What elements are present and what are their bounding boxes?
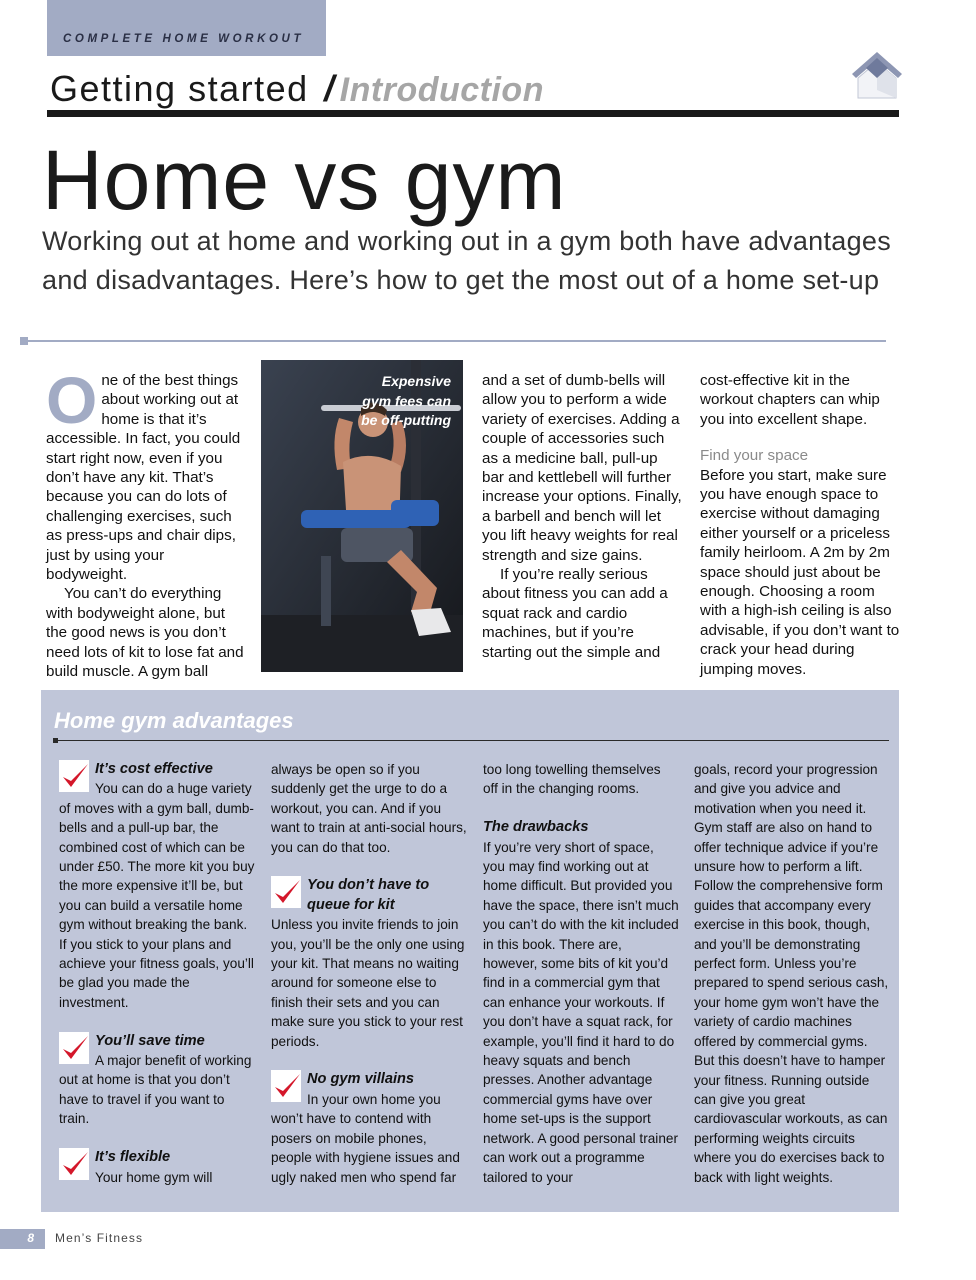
article-column-1 [46,363,246,682]
section-tab-label: COMPLETE HOME WORKOUT [63,33,305,45]
item-body: Your home gym will [95,1169,213,1185]
subsection-name: Introduction [339,71,544,109]
box-column-3 [483,760,679,1187]
article-column-2 [482,371,682,662]
item-body: You can do a huge variety of moves with a gym ball, dumb-bells and a pull-up bar, the combined cost of which can be under £50. The more kit you buy the more expensive it’ll be, but you can build a versatile home gym without breaking the bank. If you stick to your plans and achieve your fitness goals, you’ll be glad you made the investment. [59,781,255,1010]
item-heading: You don’t have to queue for kit [307,877,430,913]
house-icon [848,48,906,106]
section-tab [47,0,326,56]
item-body: always be open so if you suddenly get the urge to do a workout, you can. And if you want to train at anti-social hours, you can do that too. [271,762,467,855]
section-title [50,68,544,110]
item-heading: It’s flexible [95,1149,171,1166]
checkmark-icon [59,760,89,792]
checkmark-icon [59,1032,89,1064]
title-separator: / [324,68,336,109]
title-rule [47,110,899,117]
item-heading: You’ll save time [95,1032,205,1049]
intro-rule [20,340,886,342]
drop-cap: O [46,363,98,437]
advantage-item [271,876,467,1051]
advantages-box [41,690,899,1212]
gym-photo [261,360,463,672]
box-column-1 [59,760,255,1187]
item-body: Unless you invite friends to join you, you’ll be the only one using your kit. That means no waiting around for someone else to finish their sets and you can make sure you stick to your rest periods. [271,917,465,1049]
box-column-4 [694,760,890,1187]
magazine-name: Men’s Fitness [55,1231,144,1245]
drawbacks-body: If you’re very short of space, you may find working out at home difficult. But provided you have the space, there isn’t much you can’t do with the kit included in this book. There are, however, some bits of kit you’d find in a commercial gym that can enhance your workouts. If you don’t have a squat rack, for example, you’ll find it hard to do heavy squats and bench presses. Another advantage commercial gyms have over home set-ups is the support network. A good personal trainer can work out a programme tailored to your [483,839,679,1185]
advantage-item [271,1070,467,1186]
item-body: too long towelling themselves off in the changing rooms. [483,762,661,797]
paragraph [46,363,246,584]
box-column-2 [271,760,467,1187]
item-heading: No gym villains [307,1071,415,1088]
box-title: Home gym advantages [54,708,294,733]
headline: Home vs gym [42,133,567,227]
drawbacks-body-continued: goals, record your progression and give you advice and motivation when you need it. Gym staff are also on hand to offer technique advice if you’re unsure how to perform a lift. Follow the comprehensive form guides that accompany every exercise in this book, though, and you’ll be demonstrating perfect form. Unless you’re prepared to spend serious cash, your home gym won’t have the variety of cardio machines offered by commercial gyms. But this doesn’t have to hamper your fitness. Running outside can give you great cardiovascular workouts, as can performing weights circuits where you do exercises back to back with light weights. [694,762,889,1185]
drawbacks-heading: The drawbacks [483,819,589,836]
advantage-item [59,760,255,1012]
box-rule [54,740,889,741]
paragraph-text: ne of the best things about working out at home is that it’s accessible. In fact, you could start right now, even if you don’t have any kit. That’s because you can do lots of challenging exercises, such as press-ups and chair dips, just by using your bodyweight. [46,372,241,584]
item-heading: It’s cost effective [95,761,213,777]
article-column-3 [700,371,902,679]
paragraph: and a set of dumb-bells will allow you to perform a wide variety of exercises. Adding a couple of accessories such as a medicine ball, pull-up bar and kettlebell will further increase your options. Finally, a barbell and bench will let you lift heavy weights for real strength and size gains. [482,372,682,564]
photo-caption: Expensive gym fees can be off-putting [361,373,451,428]
item-body: In your own home you won’t have to contend with posers on mobile phones, people with hygiene issues and ugly naked men who spend far [271,1091,460,1185]
paragraph: You can’t do everything with bodyweight alone, but the good news is you don’t need lots of kit to lose fat and build muscle. A gym ball [46,585,244,681]
page-number-box [0,1229,45,1249]
section-name: Getting started [50,68,309,109]
item-body: A major benefit of working out at home is that you don’t have to travel if you want to train. [59,1053,252,1127]
advantage-item [59,1032,255,1129]
paragraph: cost-effective kit in the workout chapters can whip you into excellent shape. [700,372,880,428]
checkmark-icon [271,876,301,908]
paragraph: If you’re really serious about fitness you can add a squat rack and cardio machines, but if you’re starting out the simple and [482,566,668,661]
paragraph: Before you start, make sure you have enough space to exercise without damaging either yourself or a priceless family heirloom. A 2m by 2m space should just about be enough. Choosing a room with a high-ish ceiling is also advisable, if you don’t want to crack your head during jumping moves. [700,466,900,678]
checkmark-icon [271,1070,301,1102]
standfirst: Working out at home and working out in a gym both have advantages and disadvantages. Here’s how to get the most out of a home set-up [42,226,892,295]
checkmark-icon [59,1148,89,1180]
advantage-item [59,1148,255,1187]
page-number: 8 [27,1231,34,1245]
subheading: Find your space [700,447,809,465]
